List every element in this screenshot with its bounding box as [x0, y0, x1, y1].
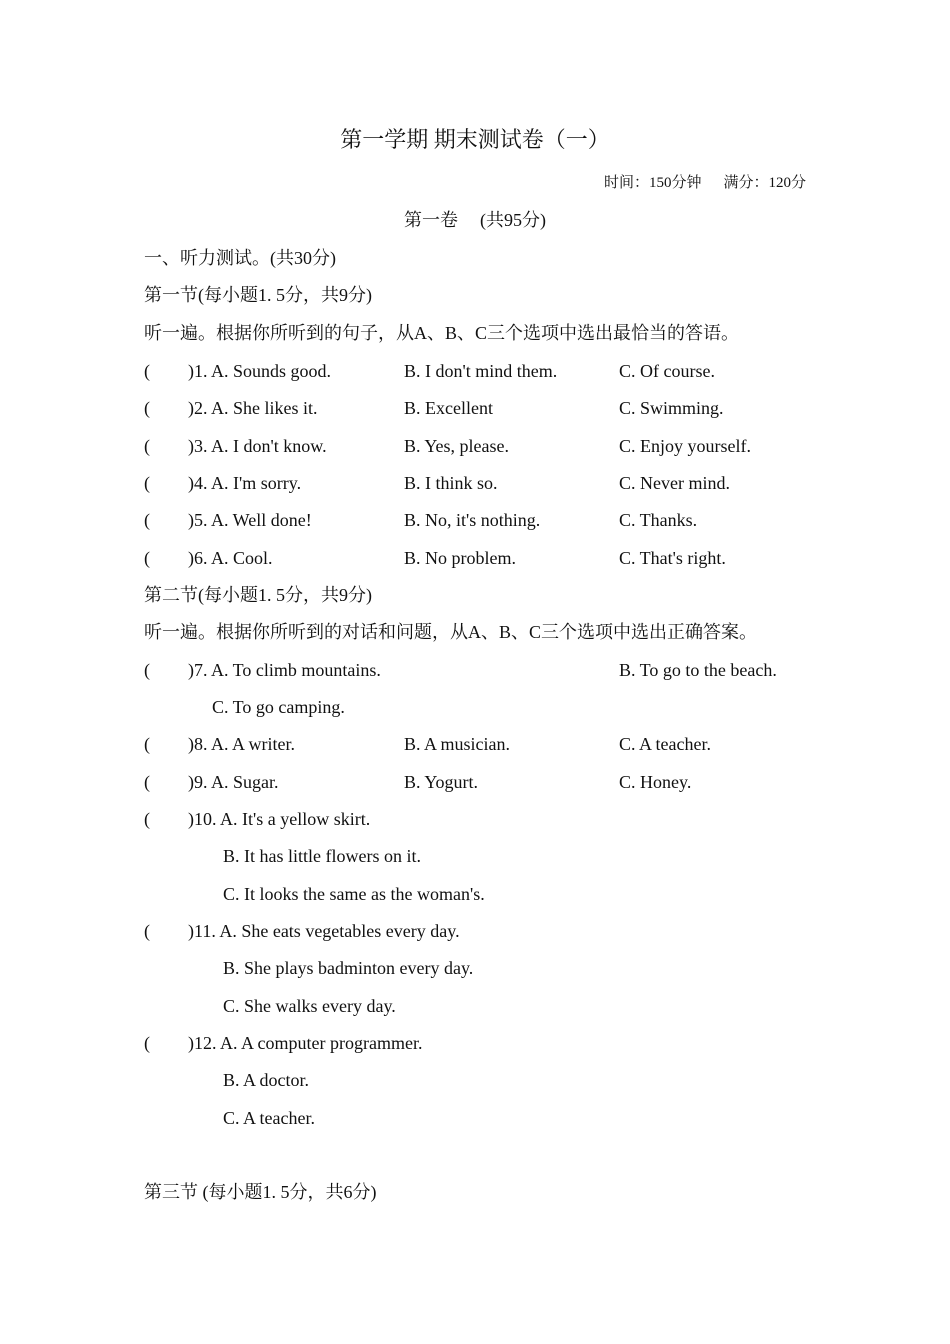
answer-paren: ( — [144, 510, 150, 530]
answer-paren: ( — [144, 921, 150, 941]
volume-points: (共95分) — [480, 210, 546, 230]
answer-paren: ( — [144, 660, 150, 680]
option-c: C. Thanks. — [619, 510, 698, 530]
option-b: B. I don't mind them. — [404, 361, 558, 381]
option-b: B. Yes, please. — [404, 436, 510, 456]
option-b: B. Excellent — [404, 398, 493, 418]
answer-paren: ( — [144, 548, 150, 568]
option-a: )8. A. A writer. — [188, 734, 295, 754]
option-a: )7. A. To climb mountains. — [188, 660, 381, 680]
option-c: C. Honey. — [619, 772, 692, 792]
option-a: )9. A. Sugar. — [188, 772, 279, 792]
option-b: B. No problem. — [404, 548, 516, 568]
option-c: C. A teacher. — [223, 1108, 315, 1128]
volume-heading — [0, 209, 950, 231]
option-c: C. It looks the same as the woman's. — [223, 884, 485, 904]
option-c: C. She walks every day. — [223, 996, 396, 1016]
option-b: B. She plays badminton every day. — [223, 958, 474, 978]
answer-paren: ( — [144, 1033, 150, 1053]
option-a: )2. A. She likes it. — [188, 398, 318, 418]
answer-paren: ( — [144, 361, 150, 381]
option-a: )12. A. A computer programmer. — [188, 1033, 423, 1053]
option-b: B. To go to the beach. — [619, 660, 777, 680]
option-a: )5. A. Well done! — [188, 510, 312, 530]
answer-paren: ( — [144, 398, 150, 418]
option-b: B. Yogurt. — [404, 772, 479, 792]
section-heading: 第二节(每小题1. 5分，共9分) — [144, 585, 372, 605]
answer-paren: ( — [144, 772, 150, 792]
option-a: )1. A. Sounds good. — [188, 361, 332, 381]
option-a: )10. A. It's a yellow skirt. — [188, 809, 371, 829]
option-b: B. A musician. — [404, 734, 511, 754]
answer-paren: ( — [144, 809, 150, 829]
option-a: )3. A. I don't know. — [188, 436, 327, 456]
exam-meta — [604, 172, 806, 194]
option-c: C. That's right. — [619, 548, 726, 568]
option-a: )11. A. She eats vegetables every day. — [188, 921, 460, 941]
option-c: C. Enjoy yourself. — [619, 436, 751, 456]
option-c: C. Of course. — [619, 361, 715, 381]
section-instruction: 听一遍。根据你所听到的句子，从A、B、C三个选项中选出最恰当的答语。 — [144, 323, 740, 343]
option-a: )6. A. Cool. — [188, 548, 273, 568]
option-b: B. No, it's nothing. — [404, 510, 541, 530]
option-b: B. I think so. — [404, 473, 498, 493]
answer-paren: ( — [144, 436, 150, 456]
exam-time: 时间：150分钟 — [603, 175, 702, 191]
page-title: 第一学期 期末测试卷（一） — [340, 127, 610, 152]
option-b: B. It has little flowers on it. — [223, 846, 421, 866]
part-heading: 一、听力测试。(共30分) — [144, 248, 336, 268]
section-instruction: 听一遍。根据你所听到的对话和问题，从A、B、C三个选项中选出正确答案。 — [144, 622, 758, 642]
section-heading: 第一节(每小题1. 5分，共9分) — [144, 285, 372, 305]
exam-score: 满分：120分 — [723, 175, 806, 191]
answer-paren: ( — [144, 473, 150, 493]
option-c: C. Never mind. — [619, 473, 730, 493]
option-b: B. A doctor. — [223, 1070, 310, 1090]
option-c: C. Swimming. — [619, 398, 724, 418]
volume-label: 第一卷 — [404, 210, 458, 230]
option-a: )4. A. I'm sorry. — [188, 473, 302, 493]
section-heading: 第三节 (每小题1. 5分，共6分) — [144, 1182, 377, 1202]
option-c: C. A teacher. — [619, 734, 711, 754]
answer-paren: ( — [144, 734, 150, 754]
option-c: C. To go camping. — [212, 697, 345, 717]
